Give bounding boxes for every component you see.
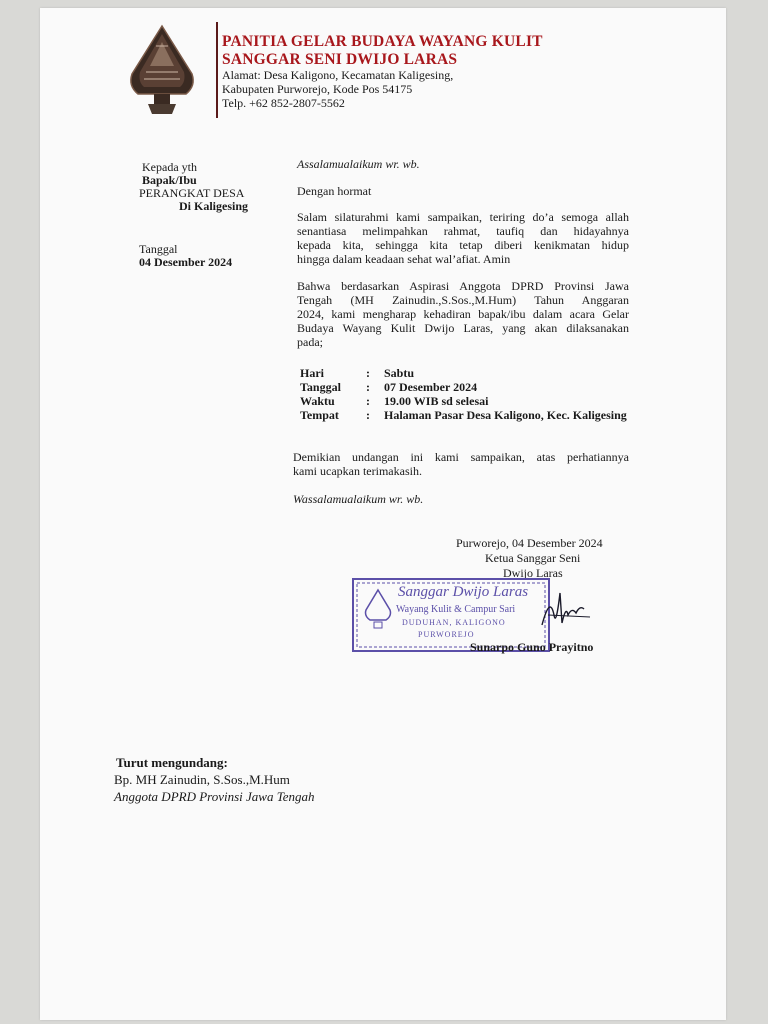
- detail-separator: :: [366, 366, 370, 380]
- paragraph-line: 2024, kami mengharap kehadiran bapak/ibu dalam acara Gelar: [297, 307, 629, 321]
- detail-row-date: [300, 380, 629, 394]
- paragraph-line: pada;: [297, 335, 323, 349]
- paragraph-line: kami ucapkan terimakasih.: [293, 464, 422, 478]
- detail-label: Waktu: [300, 394, 335, 408]
- paragraph-line: hingga dalam keadaan sehat wal’afiat. Amin: [297, 252, 511, 266]
- org-name-line2: SANGGAR SENI DWIJO LARAS: [222, 51, 458, 68]
- detail-label: Tanggal: [300, 380, 341, 394]
- detail-separator: :: [366, 394, 370, 408]
- detail-row-time: [300, 394, 629, 408]
- detail-value: 07 Desember 2024: [384, 380, 478, 394]
- date-value: 04 Desember 2024: [139, 255, 233, 269]
- detail-label: Tempat: [300, 408, 339, 422]
- paragraph-line: Salam silaturahmi kami sampaikan, teriring do’a semoga allah: [297, 210, 629, 224]
- event-details-table: [300, 366, 629, 422]
- paragraph-line: Demikian undangan ini kami sampaikan, atas perhatiannya: [293, 450, 629, 464]
- phone-line: Telp. +62 852-2807-5562: [222, 96, 345, 110]
- detail-row-day: [300, 366, 629, 380]
- paragraph-closing: [293, 450, 629, 478]
- stamp-text-line1: Sanggar Dwijo Laras: [398, 584, 529, 600]
- place-date: Purworejo, 04 Desember 2024: [456, 536, 603, 550]
- co-inviter-heading: Turut mengundang:: [116, 755, 228, 770]
- stamp-text-line4: PURWOREJO: [418, 630, 475, 639]
- signer-title-line2: Dwijo Laras: [503, 566, 563, 580]
- farewell: Wassalamualaikum wr. wb.: [293, 492, 424, 506]
- greeting: Assalamualaikum wr. wb.: [297, 157, 420, 171]
- recipient-line2: PERANGKAT DESA: [139, 186, 245, 200]
- letterhead-divider: [216, 22, 218, 118]
- co-inviter-name: Bp. MH Zainudin, S.Sos.,M.Hum: [114, 772, 290, 787]
- handwritten-signature-icon: [540, 585, 600, 630]
- recipient-line3: Di Kaligesing: [179, 199, 249, 213]
- detail-label: Hari: [300, 366, 324, 380]
- org-name-line1: PANITIA GELAR BUDAYA WAYANG KULIT: [222, 33, 543, 50]
- detail-separator: :: [366, 380, 370, 394]
- detail-value: Sabtu: [384, 366, 415, 380]
- detail-value: Halaman Pasar Desa Kaligono, Kec. Kaligesing: [384, 408, 627, 422]
- date-label: Tanggal: [139, 242, 178, 256]
- address-line: Alamat: Desa Kaligono, Kecamatan Kaligesing,: [222, 68, 454, 82]
- co-inviter-position: Anggota DPRD Provinsi Jawa Tengah: [114, 789, 315, 804]
- paragraph-line: Budaya Wayang Kulit Dwijo Laras, yang akan dilaksanakan: [297, 321, 629, 335]
- detail-row-place: [300, 408, 629, 422]
- detail-value: 19.00 WIB sd selesai: [384, 394, 489, 408]
- gunungan-logo-icon: [122, 24, 202, 120]
- salutation: Dengan hormat: [297, 184, 372, 198]
- stamp-text-line2: Wayang Kulit & Campur Sari: [396, 604, 516, 615]
- recipient-to-label: Kepada yth: [142, 160, 197, 174]
- stamp-text-line3: DUDUHAN, KALIGONO: [402, 618, 506, 627]
- paragraph-line: Tengah (MH Zainudin.,S.Sos.,M.Hum) Tahun Anggaran: [297, 293, 629, 307]
- address-line: Kabupaten Purworejo, Kode Pos 54175: [222, 82, 413, 96]
- detail-separator: :: [366, 408, 370, 422]
- signer-name: Sunarpo Guno Prayitno: [470, 640, 594, 654]
- recipient-line1: Bapak/Ibu: [142, 173, 197, 187]
- signer-title-line1: Ketua Sanggar Seni: [485, 551, 581, 565]
- paragraph-line: Bahwa berdasarkan Aspirasi Anggota DPRD Provinsi Jawa: [297, 279, 629, 293]
- paragraph-aspiration: [297, 279, 629, 349]
- letterhead-address: [222, 68, 453, 110]
- paragraph-intro: [297, 210, 629, 266]
- paragraph-line: senantiasa melimpahkan rahmat, taufiq dan hidayahnya: [297, 224, 629, 238]
- paragraph-line: kepada kita, sehingga kita tetap diberi kenikmatan hidup: [297, 238, 629, 252]
